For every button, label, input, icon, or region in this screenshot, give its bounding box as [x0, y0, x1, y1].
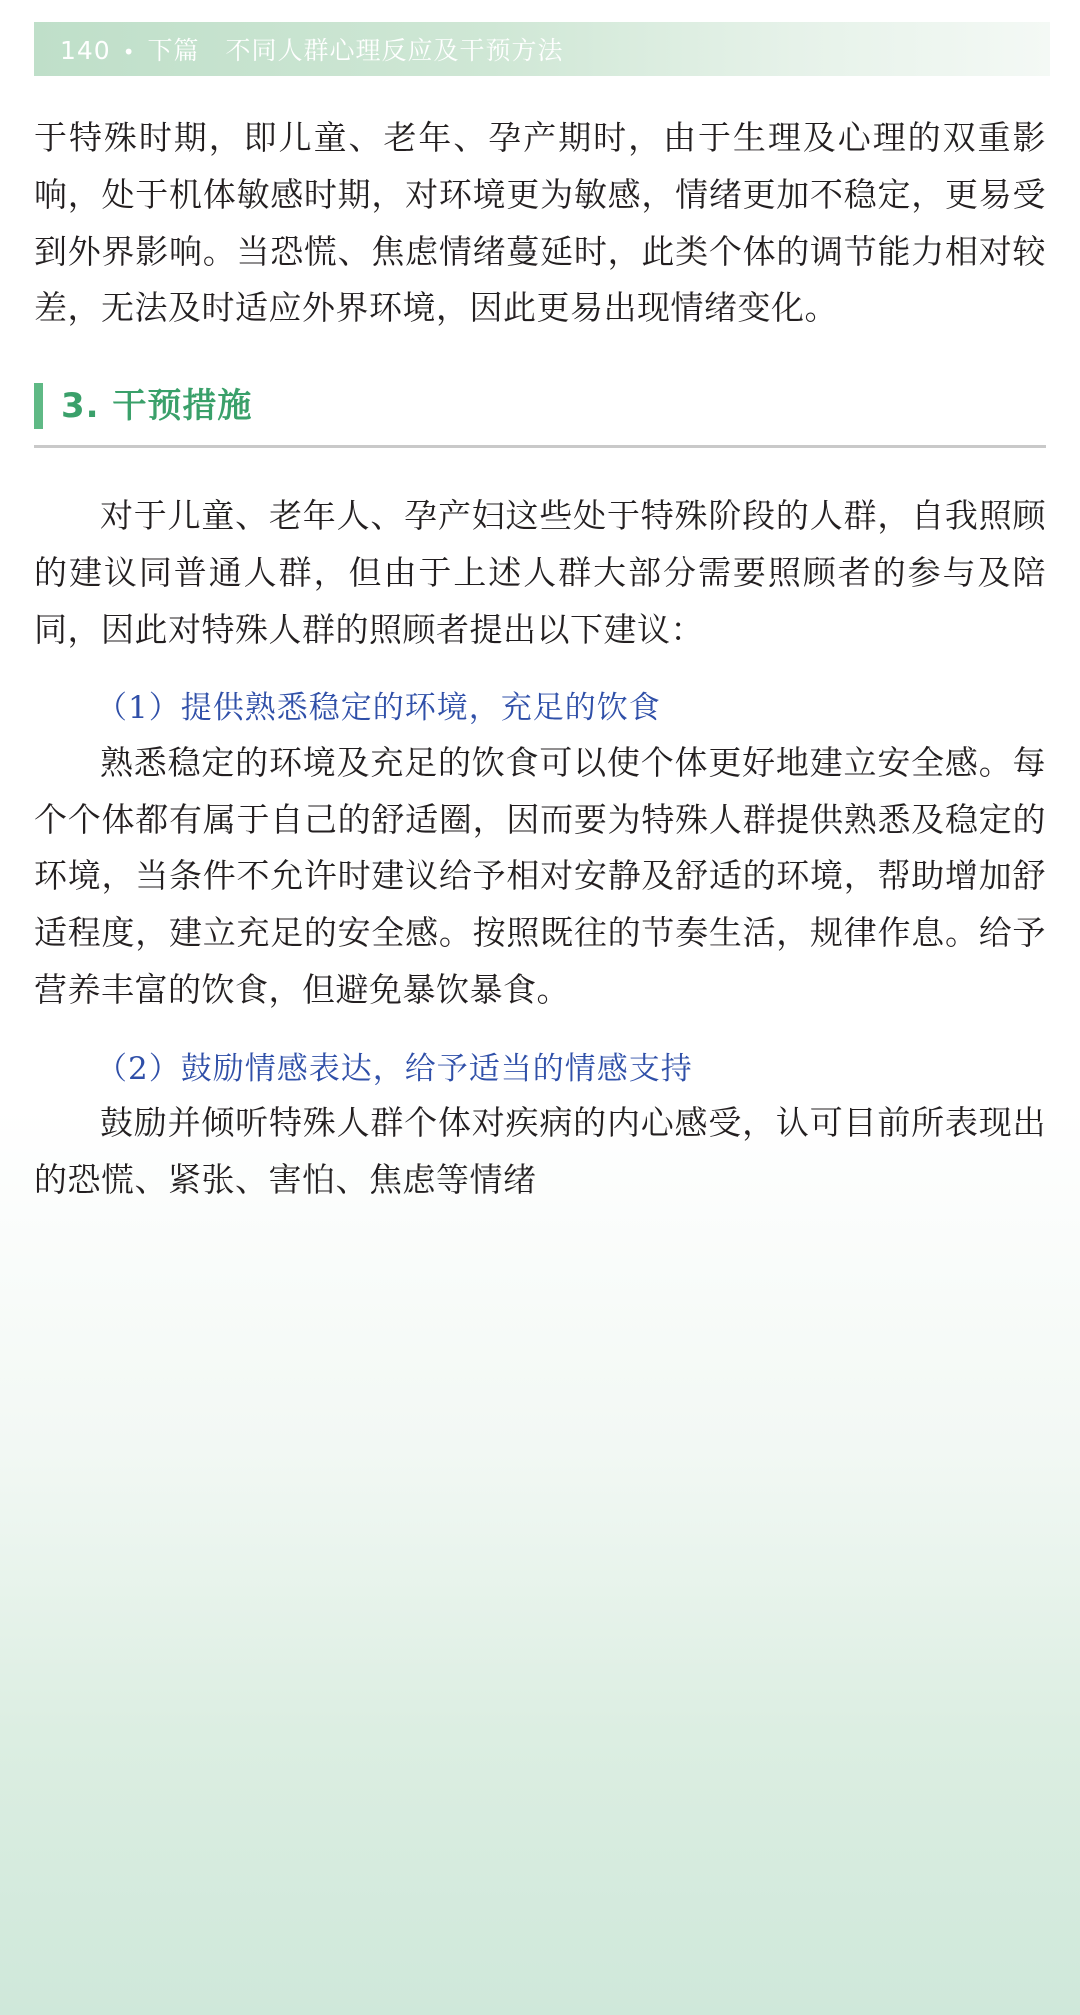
subheading-1: （1）提供熟悉稳定的环境，充足的饮食	[96, 690, 661, 727]
paragraph-intro: 于特殊时期，即儿童、老年、孕产期时，由于生理及心理的双重影响，处于机体敏感时期，对环境更为敏感，情绪更加不稳定，更易受到外界影响。当恐慌、焦虑情绪蔓延时，此类个体的调节能力相对较差，无法及时适应外界环境，因此更易出现情绪变化。	[34, 118, 1046, 328]
heading-gap	[34, 448, 1046, 488]
header-text-group	[60, 31, 564, 67]
paragraph-emotional-support: 鼓励并倾听特殊人群个体对疾病的内心感受，认可目前所表现出的恐慌、紧张、害怕、焦虑等情绪	[34, 1103, 1046, 1200]
page-number: 140	[60, 36, 111, 65]
page-content	[34, 110, 1046, 1209]
section-heading-row	[34, 383, 1046, 429]
page-container	[0, 22, 1080, 2015]
spacer-2	[34, 1019, 1046, 1033]
page-header	[34, 22, 1050, 76]
header-chapter-title: 不同人群心理反应及干预方法	[225, 36, 564, 65]
spacer-1	[34, 658, 1046, 672]
section-heading-text: 3. 干预措施	[61, 386, 253, 426]
subheading-2: （2）鼓励情感表达，给予适当的情感支持	[96, 1050, 693, 1087]
paragraph-caregiver-advice: 对于儿童、老年人、孕产妇这些处于特殊阶段的人群，自我照顾的建议同普通人群，但由于上述人群大部分需要照顾者的参与及陪同，因此对特殊人群的照顾者提出以下建议：	[34, 496, 1046, 649]
heading-accent-bar	[34, 383, 43, 429]
header-separator: •	[122, 40, 136, 64]
header-part-label: 下篇	[147, 36, 200, 65]
paragraph-environment-food: 熟悉稳定的环境及充足的饮食可以使个体更好地建立安全感。每个个体都有属于自己的舒适圈，因而要为特殊人群提供熟悉及稳定的环境，当条件不允许时建议给予相对安静及舒适的环境，帮助增加舒适程度，建立充足的安全感。按照既往的节奏生活，规律作息。给予营养丰富的饮食，但避免暴饮暴食。	[34, 742, 1046, 1009]
